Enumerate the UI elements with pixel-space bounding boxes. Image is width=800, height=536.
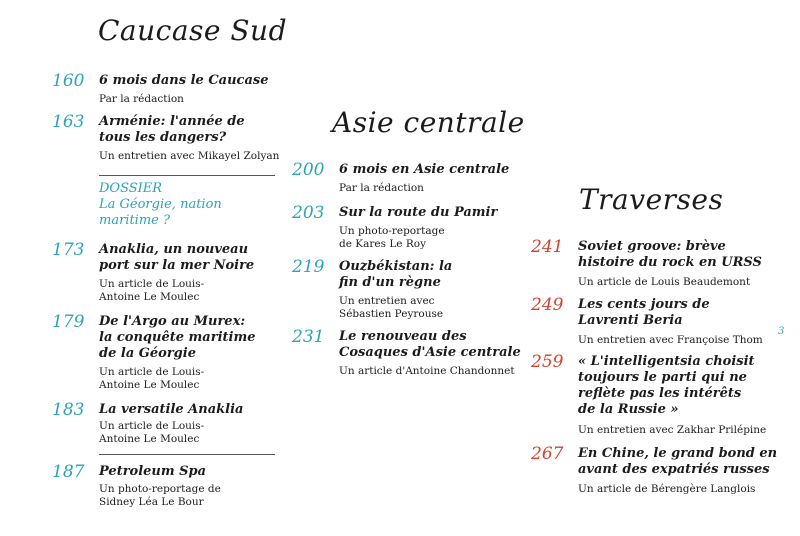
page-number-ref: 231 [292, 327, 325, 347]
entry-author: Un article d'Antoine Chandonnet [339, 365, 515, 377]
entry-title: Le renouveau des Cosaques d'Asie centrale [339, 329, 521, 360]
entry-title: « L'intelligentsia choisit toujours le parti qui ne reflète pas les intérêts de la Russie » [578, 354, 755, 417]
entry-author: Un photo-reportage de Kares Le Roy [339, 225, 445, 250]
divider [99, 175, 275, 176]
page-number-ref: 183 [52, 400, 85, 420]
entry-author: Un entretien avec Zakhar Prilépine [578, 424, 767, 436]
section-title-traverses: Traverses [579, 183, 724, 216]
entry-title: Sur la route du Pamir [339, 205, 498, 220]
page-number-ref: 267 [531, 444, 564, 464]
page-number-ref: 259 [531, 352, 564, 372]
page-number-ref: 249 [531, 295, 564, 315]
entry-author: Un entretien avec Mikayel Zolyan [99, 150, 280, 162]
entry-author: Par la rédaction [339, 182, 424, 194]
entry-author: Par la rédaction [99, 93, 184, 105]
page-number-ref: 187 [52, 462, 85, 482]
entry-title: Ouzbékistan: la fin d'un règne [339, 259, 453, 290]
entry-title: De l'Argo au Murex: la conquête maritime de la Géorgie [99, 314, 256, 361]
page-number-ref: 173 [52, 240, 85, 260]
column-traverses [531, 0, 779, 536]
page-number-ref: 241 [531, 237, 564, 257]
entry-author: Un entretien avec Françoise Thom [578, 334, 763, 346]
page-number-ref: 203 [292, 203, 325, 223]
entry-author: Un article de Louis- Antoine Le Moulec [99, 278, 205, 303]
page-number-ref: 219 [292, 257, 325, 277]
dossier-heading: DOSSIER La Géorgie, nation maritime ? [99, 181, 222, 228]
entry-author: Un article de Bérengère Langlois [578, 483, 756, 495]
entry-author: Un photo-reportage de Sidney Léa Le Bour [99, 483, 221, 508]
page-number-ref: 163 [52, 112, 85, 132]
folio-page-number: 3 [778, 326, 785, 337]
column-caucase [52, 0, 332, 536]
entry-title: Anaklia, un nouveau port sur la mer Noire [99, 242, 255, 273]
column-asie [292, 0, 542, 536]
entry-author: Un article de Louis- Antoine Le Moulec [99, 420, 205, 445]
page-number-ref: 160 [52, 71, 85, 91]
entry-author: Un article de Louis Beaudemont [578, 276, 751, 288]
entry-title: 6 mois en Asie centrale [339, 162, 510, 177]
entry-author: Un entretien avec Sébastien Peyrouse [339, 295, 444, 320]
section-title-asie: Asie centrale [332, 106, 525, 139]
entry-author: Un article de Louis- Antoine Le Moulec [99, 366, 205, 391]
page-number-ref: 200 [292, 160, 325, 180]
entry-title: Petroleum Spa [99, 464, 207, 479]
section-title-caucase: Caucase Sud [98, 14, 288, 47]
divider [99, 454, 275, 455]
entry-title: Soviet groove: brève histoire du rock en URSS [578, 239, 762, 270]
entry-title: 6 mois dans le Caucase [99, 73, 269, 88]
entry-title: Les cents jours de Lavrenti Beria [578, 297, 710, 328]
entry-title: En Chine, le grand bond en avant des expatriés russes [578, 446, 778, 477]
page-number-ref: 179 [52, 312, 85, 332]
entry-title: La versatile Anaklia [99, 402, 244, 417]
entry-title: Arménie: l'année de tous les dangers? [99, 114, 245, 145]
